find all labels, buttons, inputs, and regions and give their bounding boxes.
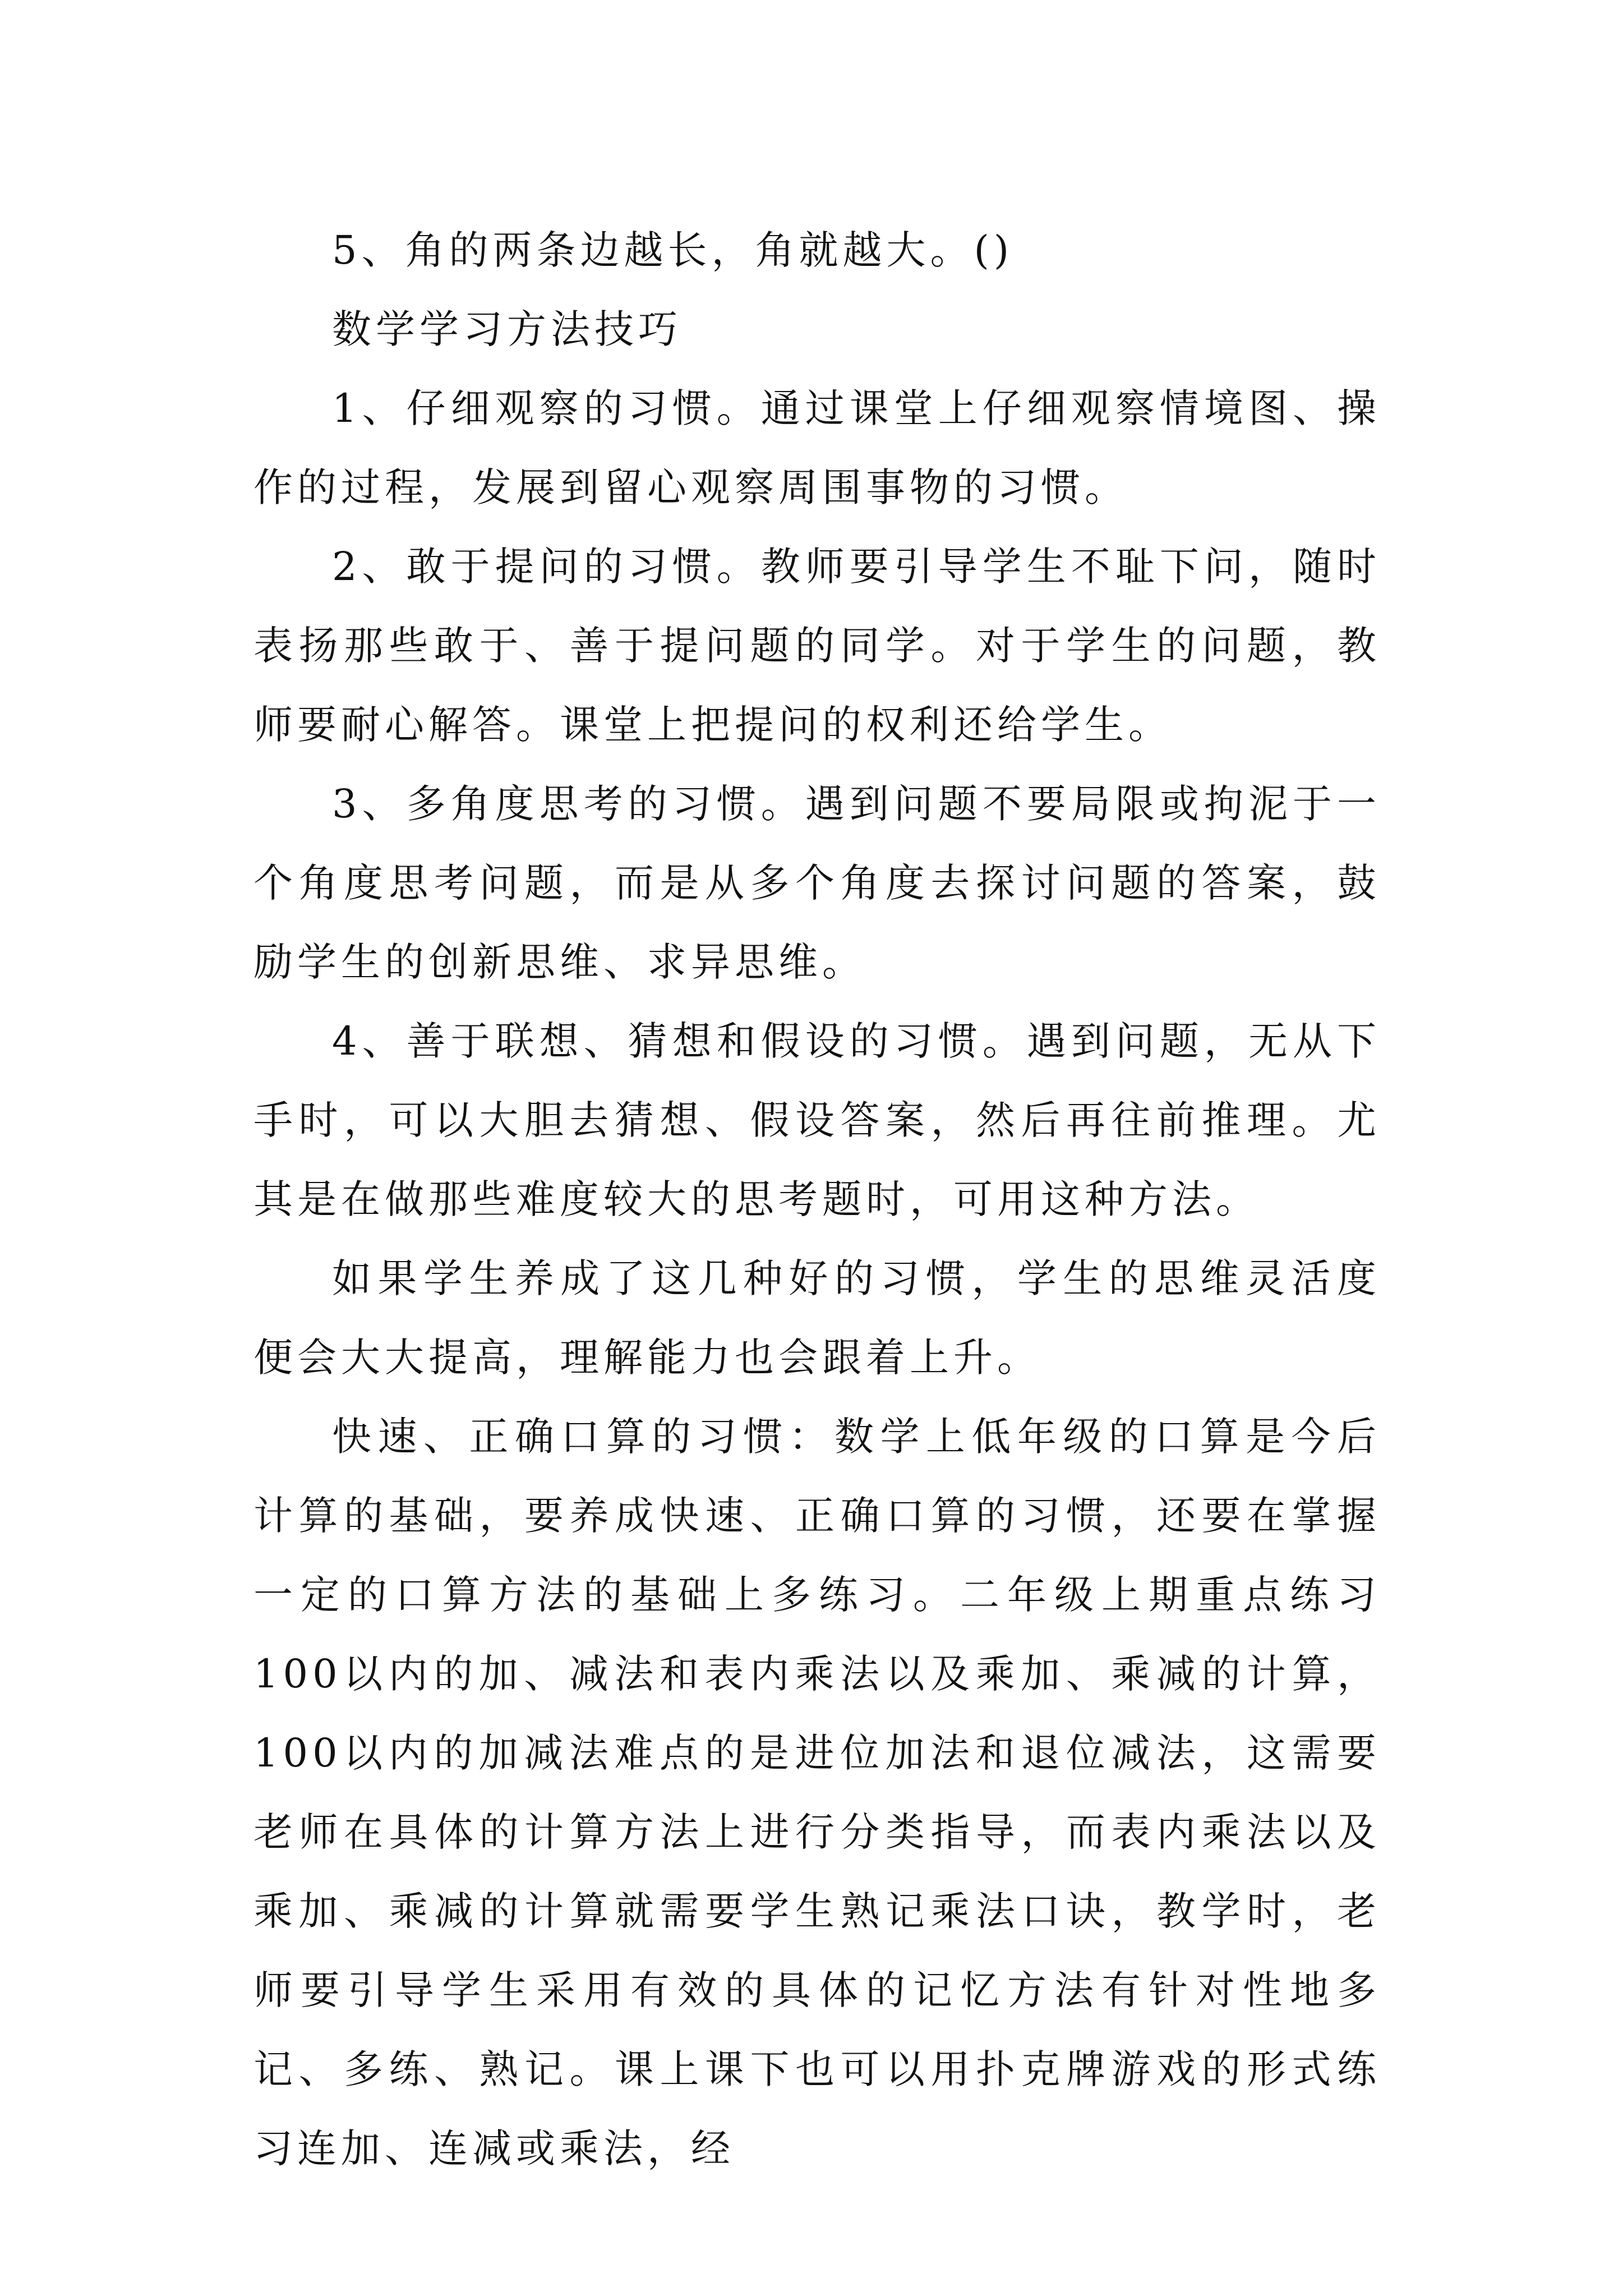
document-body	[253, 211, 1381, 2188]
paragraph-habit-1: 1、仔细观察的习惯。通过课堂上仔细观察情境图、操作的过程，发展到留心观察周围事物的习惯。	[253, 385, 1381, 510]
paragraph-question-5: 5、角的两条边越长，角就越大。()	[332, 227, 1014, 273]
paragraph-summary: 如果学生养成了这几种好的习惯，学生的思维灵活度便会大大提高，理解能力也会跟着上升。	[253, 1255, 1381, 1381]
paragraph-habit-4: 4、善于联想、猜想和假设的习惯。遇到问题，无从下手时，可以大胆去猜想、假设答案，然后再往前推理。尤其是在做那些难度较大的思考题时，可用这种方法。	[253, 1018, 1381, 1222]
paragraph-habit-3: 3、多角度思考的习惯。遇到问题不要局限或拘泥于一个角度思考问题，而是从多个角度去探讨问题的答案，鼓励学生的创新思维、求异思维。	[253, 781, 1381, 985]
paragraph-mental-arithmetic: 快速、正确口算的习惯：数学上低年级的口算是今后计算的基础，要养成快速、正确口算的习惯，还要在掌握一定的口算方法的基础上多练习。二年级上期重点练习100以内的加、减法和表内乘法以及乘加、乘减的计算，100以内的加减法难点的是进位加法和退位减法，这需要老师在具体的计算方法上进行分类指导，而表内乘法以及乘加、乘减的计算就需要学生熟记乘法口诀，教学时，老师要引导学生采用有效的具体的记忆方法有针对性地多记、多练、熟记。课上课下也可以用扑克牌游戏的形式练习连加、连减或乘法，经	[253, 1414, 1381, 2171]
section-heading: 数学学习方法技巧	[332, 306, 682, 352]
paragraph-habit-2: 2、敢于提问的习惯。教师要引导学生不耻下问，随时表扬那些敢于、善于提问题的同学。对于学生的问题，教师要耐心解答。课堂上把提问的权利还给学生。	[253, 544, 1381, 748]
